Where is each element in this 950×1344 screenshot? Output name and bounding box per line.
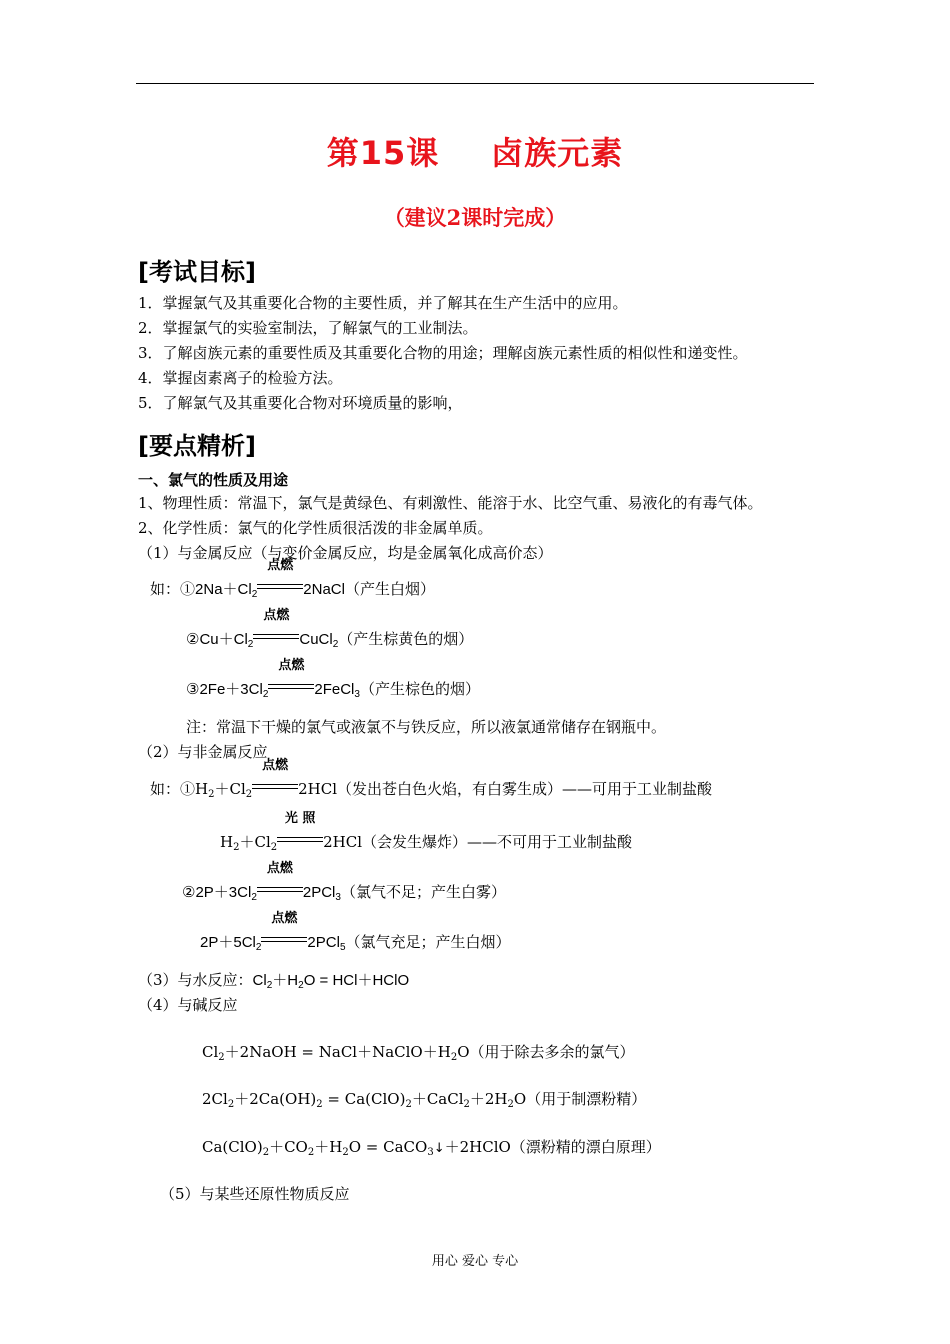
goal-item-1: 1．掌握氯气及其重要化合物的主要性质，并了解其在生产生活中的应用。 <box>138 294 628 312</box>
nonmetal-reaction-3: $②2P+3Cl_2$ 点燃 2PCl$_3$（氯气不足；产生白雾） <box>182 861 506 903</box>
water-reaction: （3）与水反应：$Cl_2+H_2O$ = HCl＋HClO <box>138 971 410 991</box>
nonmetal-reaction-2: $H_2+Cl_2$ 光 照 2HCl（会发生爆炸）——不可用于工业制盐酸 <box>220 811 633 853</box>
points-heading: [要点精析] <box>138 432 256 460</box>
metal-reaction-2: $②Cu+Cl_2$ 点燃 CuCl$_2$（产生棕黄色的烟） <box>186 608 474 650</box>
base-reaction-heading: （4）与碱反应 <box>138 996 238 1014</box>
reducing-reaction-heading: （5）与某些还原性物质反应 <box>160 1185 350 1203</box>
lesson-number: 第15课 <box>326 134 440 172</box>
goal-item-3: 3．了解卤族元素的重要性质及其重要化合物的用途；理解卤族元素性质的相似性和递变性。 <box>138 344 748 362</box>
goals-heading: [考试目标] <box>138 258 256 286</box>
metal-remark: 注：常温下干燥的氯气或液氯不与铁反应，所以液氯通常储存在钢瓶中。 <box>186 718 667 736</box>
light-condition: 光 照 <box>277 829 323 847</box>
base-reaction-3: $Ca(ClO)_2+CO_2+H_2O$ = CaCO$_3$↓＋2HClO（漂粉精的漂白原理） <box>202 1138 661 1158</box>
nonmetal-reaction-heading: （2）与非金属反应 <box>138 743 268 761</box>
base-reaction-2: $2Cl_2+2Ca(OH)_2$ = $Ca(ClO)_2+CaCl_2+2H_2O$（用于制漂粉精） <box>202 1090 647 1110</box>
ignite-condition: 点燃 <box>252 776 298 794</box>
physical-properties: 1、物理性质：常温下，氯气是黄绿色、有刺激性、能溶于水、比空气重、易液化的有毒气体。 <box>138 494 763 512</box>
nonmetal-reaction-4: $2P+5Cl_2$ 点燃 2PCl$_5$（氯气充足；产生白烟） <box>200 911 511 953</box>
ignite-condition: 点燃 <box>253 626 299 644</box>
chemical-properties: 2、化学性质：氯气的化学性质很活泼的非金属单质。 <box>138 519 493 537</box>
page-title <box>0 128 950 174</box>
page-subtitle: （建议2课时完成） <box>383 205 567 230</box>
goal-item-2: 2．掌握氯气的实验室制法，了解氯气的工业制法。 <box>138 319 478 337</box>
base-reaction-1: $Cl_2+2NaOH$ = $NaCl+NaClO+H_2O$（用于除去多余的氯气） <box>202 1043 635 1063</box>
goal-item-4: 4．掌握卤素离子的检验方法。 <box>138 369 343 387</box>
ignite-condition: 点燃 <box>257 576 303 594</box>
lesson-topic: 卤族元素 <box>491 134 624 172</box>
metal-reaction-1: 如：$①2Na+Cl_2$ 点燃 2NaCl（产生白烟） <box>150 558 435 600</box>
nonmetal-reaction-1: 如：$①H_2+Cl_2$ 点燃 2HCl（发出苍白色火焰，有白雾生成）——可用于工业制盐酸 <box>150 758 713 800</box>
ignite-condition: 点燃 <box>268 676 314 694</box>
precipitate-arrow-icon: ↓ <box>433 1141 445 1156</box>
metal-reaction-3: $③2Fe+3Cl_2$ 点燃 2FeCl$_3$（产生棕色的烟） <box>186 658 480 700</box>
sub-heading-chlorine: 一、氯气的性质及用途 <box>138 471 289 489</box>
metal-reaction-heading: （1）与金属反应（与变价金属反应，均是金属氧化成高价态） <box>138 544 553 562</box>
goal-item-5: 5．了解氯气及其重要化合物对环境质量的影响， <box>138 394 463 412</box>
page-footer: 用心 爱心 专心 <box>431 1254 519 1269</box>
ignite-condition: 点燃 <box>261 929 307 947</box>
ignite-condition: 点燃 <box>257 879 303 897</box>
top-rule <box>136 83 814 84</box>
